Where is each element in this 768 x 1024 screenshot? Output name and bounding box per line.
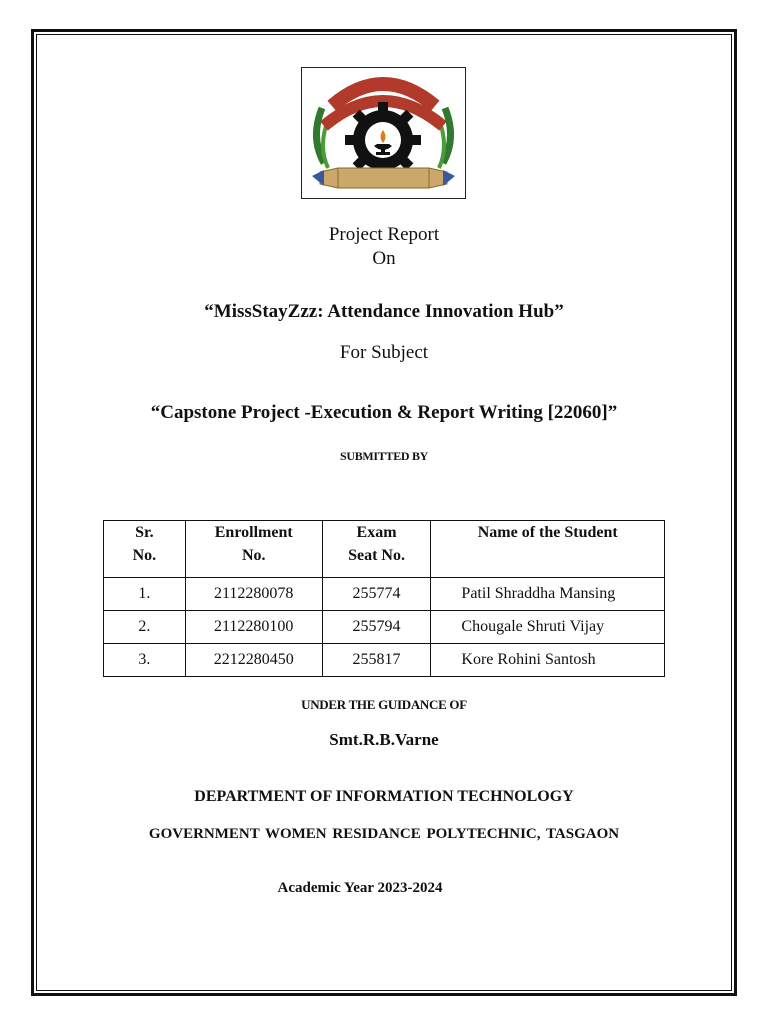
- submitted-by-label: SUBMITTED BY: [339, 449, 429, 463]
- for-subject-text: For Subject: [339, 342, 429, 363]
- guidance-label: UNDER THE GUIDANCE OF: [301, 697, 467, 712]
- header-exam-seat-no: Exam Seat No.: [322, 521, 431, 578]
- students-table: [103, 520, 665, 677]
- subject-title: “Capstone Project -Execution & Report Writing [22060]”: [150, 402, 618, 423]
- header-enrollment-no: Enrollment No.: [185, 521, 322, 578]
- academic-year: Academic Year 2023-2024: [277, 880, 443, 896]
- table-header-row: [104, 521, 665, 578]
- cell-name: Patil Shraddha Mansing: [431, 578, 665, 611]
- table-row: [104, 578, 665, 611]
- header-student-name: Name of the Student: [431, 521, 665, 578]
- cell-name: Chougale Shruti Vijay: [431, 611, 665, 644]
- emblem-seal-icon: [302, 68, 465, 198]
- guide-name: Smt.R.B.Varne: [329, 730, 439, 749]
- cell-enrollment: 2112280078: [185, 578, 322, 611]
- table-row: [104, 611, 665, 644]
- cell-sr: 3.: [104, 644, 186, 677]
- college-name: GOVERNMENT WOMEN RESIDANCE POLYTECHNIC, TASGAON: [148, 826, 620, 842]
- cell-name: Kore Rohini Santosh: [431, 644, 665, 677]
- header-sr-no: Sr. No.: [104, 521, 186, 578]
- cell-enrollment: 2212280450: [185, 644, 322, 677]
- table-row: [104, 644, 665, 677]
- cell-sr: 2.: [104, 611, 186, 644]
- cell-seat: 255774: [322, 578, 431, 611]
- department-name: DEPARTMENT OF INFORMATION TECHNOLOGY: [194, 788, 574, 805]
- report-heading: Project Report: [328, 224, 440, 245]
- cell-enrollment: 2112280100: [185, 611, 322, 644]
- cell-seat: 255794: [322, 611, 431, 644]
- project-title: “MissStayZzz: Attendance Innovation Hub”: [204, 301, 564, 322]
- institution-logo: [301, 67, 466, 199]
- cell-seat: 255817: [322, 644, 431, 677]
- report-on-text: On: [372, 248, 396, 269]
- cell-sr: 1.: [104, 578, 186, 611]
